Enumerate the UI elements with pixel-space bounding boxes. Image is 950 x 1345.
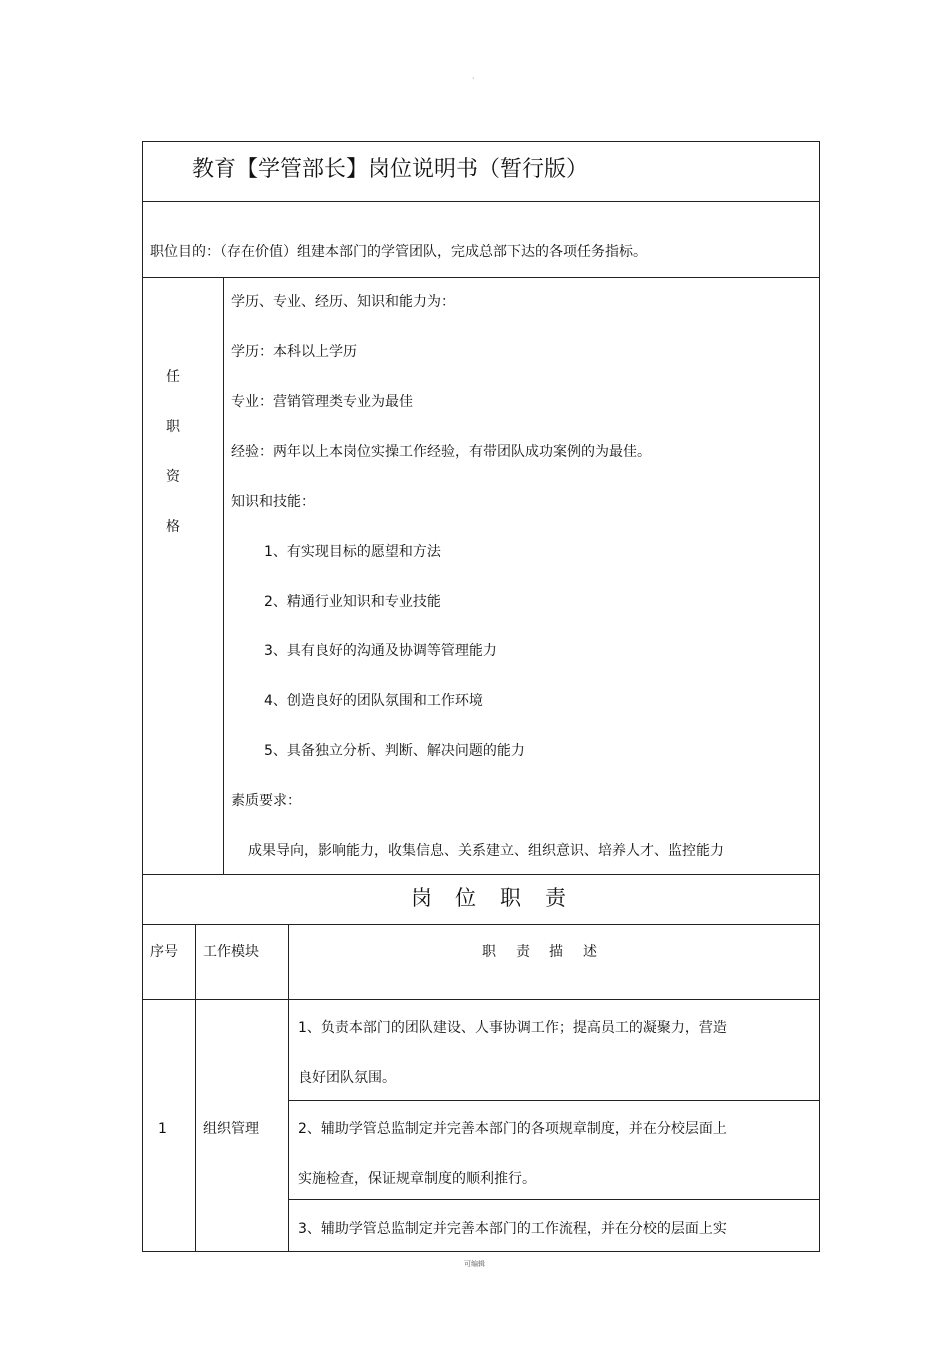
column-header-no: 序号 [150,944,178,960]
skill-item: 2、精通行业知识和专业技能 [264,594,441,610]
header-char: 描 [549,944,563,960]
position-purpose: 职位目的：（存在价值）组建本部门的学管团队，完成总部下达的各项任务指标。 [150,244,647,260]
top-mark: · [472,74,475,83]
row-divider [142,277,820,278]
row-divider [142,924,820,925]
skill-item: 1、有实现目标的愿望和方法 [264,544,441,560]
duty-item-line: 1、负责本部门的团队建设、人事协调工作；提高员工的凝聚力，营造 [298,1020,727,1036]
section-title-char: 责 [545,886,566,910]
table-border-bottom [142,1251,820,1252]
side-label-char: 职 [166,419,180,435]
column-divider [288,924,289,1251]
row-module: 组织管理 [203,1121,259,1137]
column-divider [223,277,224,874]
qualification-experience: 经验：两年以上本岗位实操工作经验，有带团队成功案例的为最佳。 [231,444,651,460]
side-label-char: 资 [166,469,180,485]
quality-heading: 素质要求： [231,793,301,809]
section-title-char: 位 [455,886,476,910]
table-border-right [819,141,820,1252]
skill-item: 4、创造良好的团队氛围和工作环境 [264,693,483,709]
footer-label: 可编辑 [464,1260,485,1268]
duty-item-line: 良好团队氛围。 [298,1070,396,1086]
page-title: 教育【学管部长】岗位说明书（暂行版） [192,157,589,182]
table-border-left [142,141,143,1252]
skills-heading: 知识和技能： [231,494,315,510]
qualification-major: 专业：营销管理类专业为最佳 [231,394,413,410]
duty-item-line: 3、辅助学管总监制定并完善本部门的工作流程，并在分校的层面上实 [298,1221,727,1237]
qualification-education: 学历：本科以上学历 [231,344,357,360]
section-title-char: 职 [500,886,521,910]
duty-item-line: 实施检查，保证规章制度的顺利推行。 [298,1171,536,1187]
section-title-char: 岗 [411,886,432,910]
skill-item: 3、具有良好的沟通及协调等管理能力 [264,643,497,659]
row-divider [142,999,820,1000]
header-char: 责 [516,944,530,960]
cell-divider [288,1100,820,1101]
header-char: 职 [482,944,496,960]
column-header-module: 工作模块 [203,944,259,960]
skill-item: 5、具备独立分析、判断、解决问题的能力 [264,743,525,759]
cell-divider [288,1199,820,1200]
side-label-char: 格 [166,519,180,535]
table-border-top [142,141,820,142]
row-number: 1 [158,1121,167,1137]
row-divider [142,201,820,202]
side-label-char: 任 [166,369,180,385]
header-char: 述 [583,944,597,960]
column-divider [195,924,196,1251]
duty-item-line: 2、辅助学管总监制定并完善本部门的各项规章制度，并在分校层面上 [298,1121,727,1137]
qualification-heading: 学历、专业、经历、知识和能力为： [231,294,455,310]
quality-items: 成果导向，影响能力，收集信息、关系建立、组织意识、培养人才、监控能力 [248,843,724,859]
row-divider [142,874,820,875]
